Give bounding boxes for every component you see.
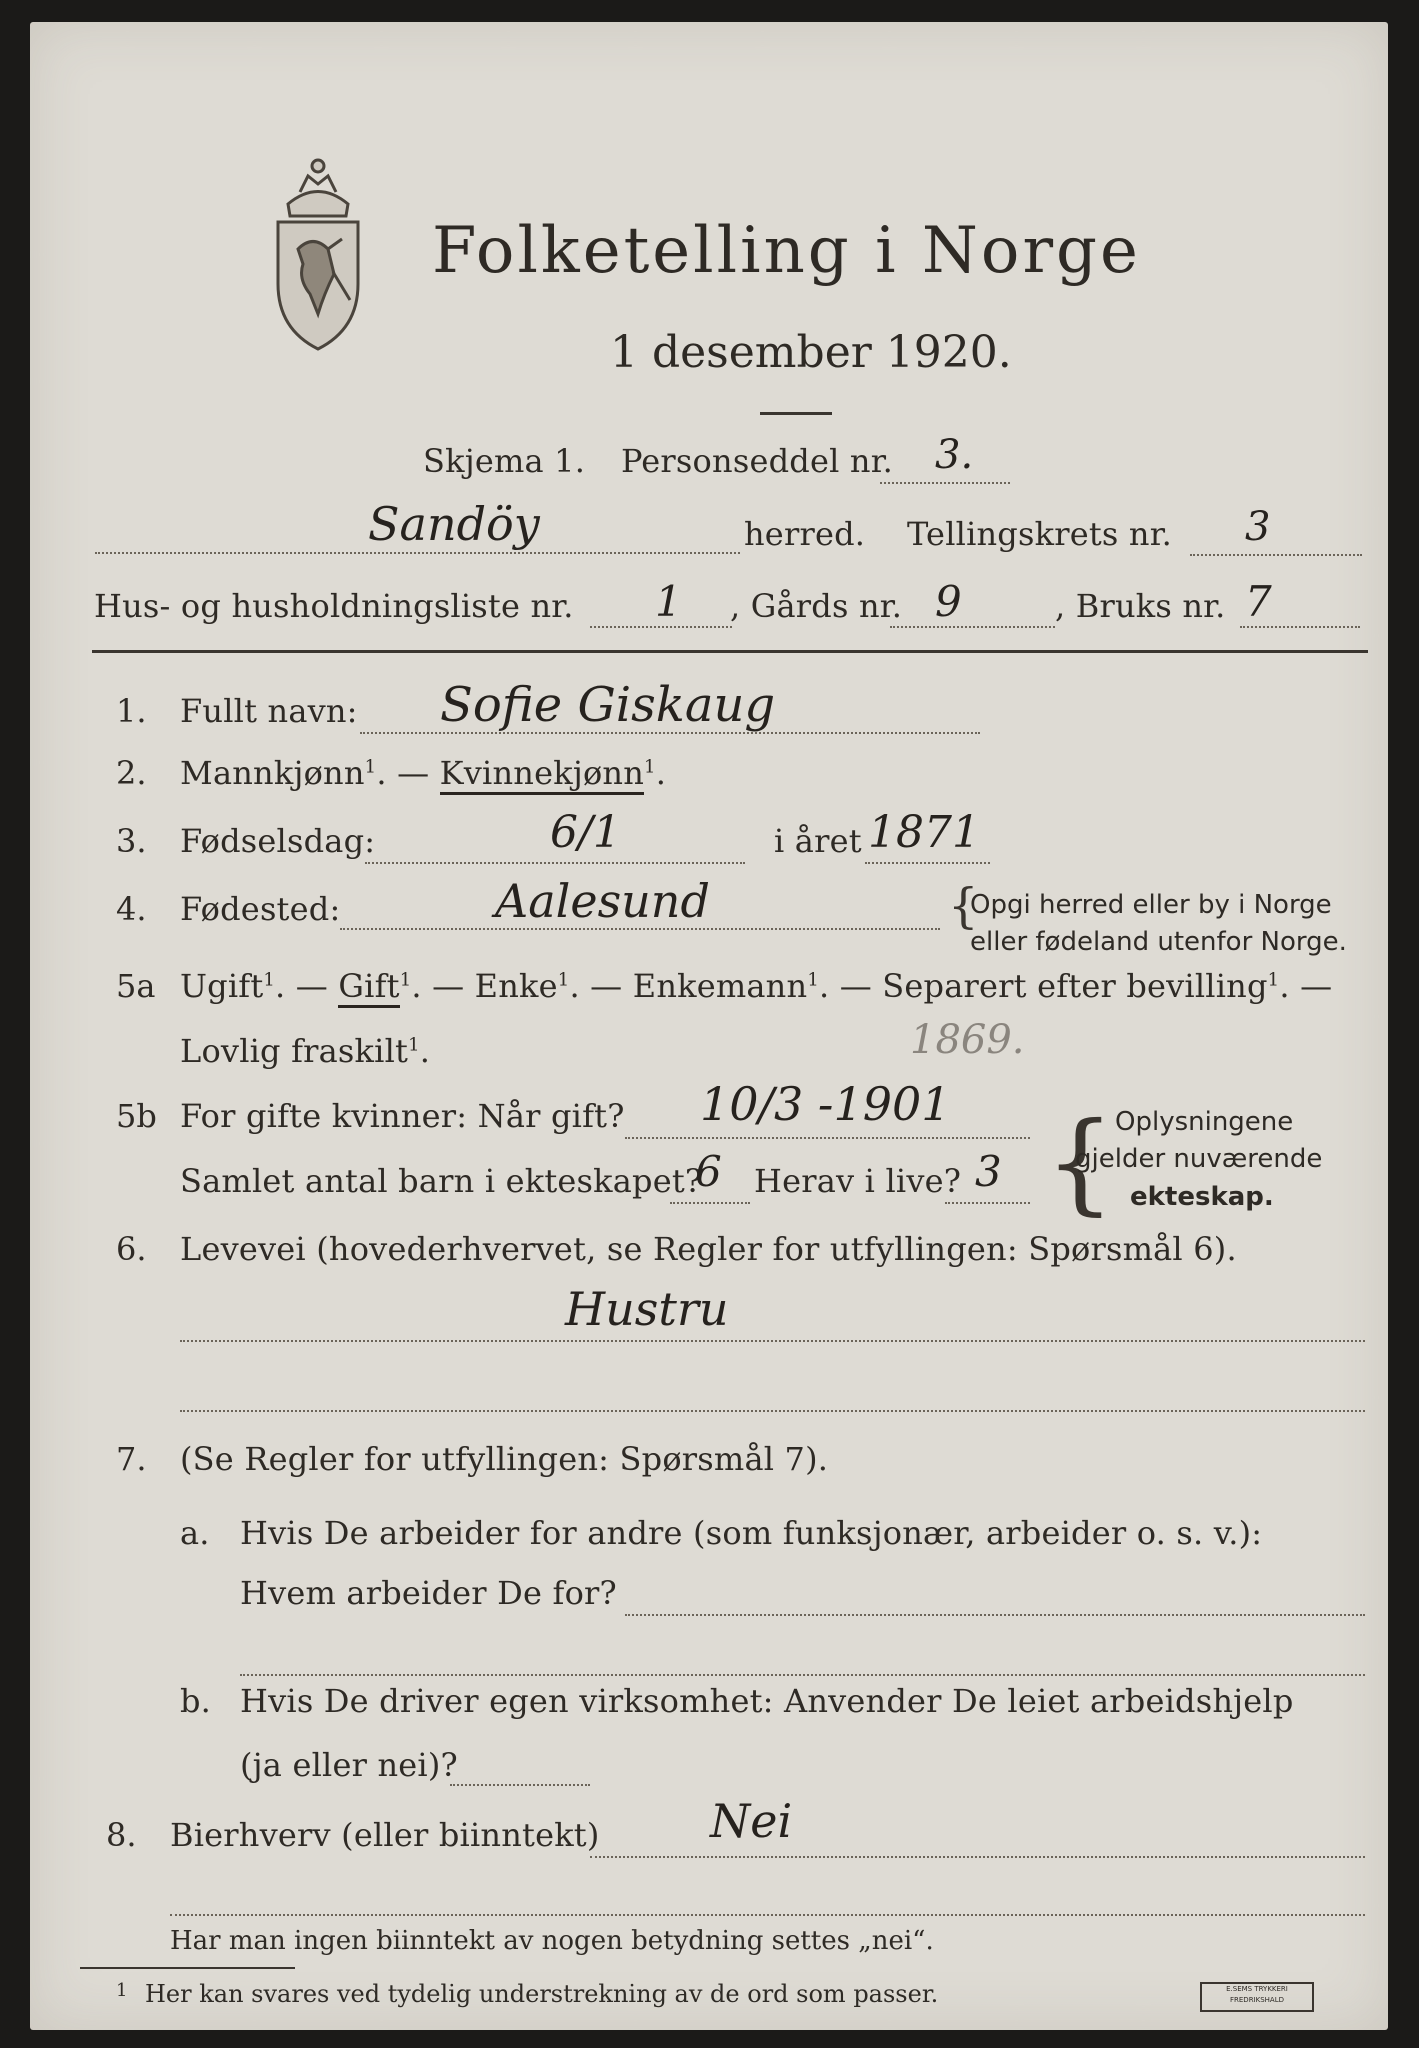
q7a-field-line2[interactable] bbox=[240, 1674, 1365, 1676]
q5b-note-line2: gjelder nuværende bbox=[1075, 1144, 1323, 1174]
form-title: Folketelling i Norge bbox=[432, 214, 1141, 288]
personseddel-field[interactable] bbox=[880, 482, 1010, 484]
footer-note: Har man ingen biinntekt av nogen betydning settes „nei“. bbox=[170, 1926, 934, 1956]
q7a-number: a. bbox=[180, 1514, 210, 1552]
q5b-date-field[interactable] bbox=[625, 1137, 1030, 1139]
personseddel-label: Personseddel nr. bbox=[621, 442, 894, 480]
herred-value: Sandöy bbox=[368, 497, 540, 551]
q7-label: (Se Regler for utfyllingen: Spørsmål 7). bbox=[180, 1440, 829, 1478]
q8-field-line1[interactable] bbox=[590, 1856, 1365, 1858]
title-divider bbox=[760, 412, 832, 415]
q2-kvinne-selected[interactable]: Kvinnekjønn bbox=[440, 754, 644, 795]
herred-label: herred. bbox=[744, 515, 866, 553]
q7a-label: Hvis De arbeider for andre (som funksjonær, arbeider o. s. v.): bbox=[240, 1514, 1263, 1552]
tellingskrets-value: 3 bbox=[1245, 504, 1271, 550]
skjema-label: Skjema 1. bbox=[423, 442, 586, 480]
q7b-label: Hvis De driver egen virksomhet: Anvender De leiet arbeidshjelp bbox=[240, 1682, 1294, 1720]
q2-number: 2. bbox=[116, 754, 147, 792]
q4-note-line1: Opgi herred eller by i Norge bbox=[970, 890, 1332, 920]
q5a-margin-note: 1869. bbox=[910, 1017, 1025, 1063]
q6-field-line1[interactable] bbox=[180, 1340, 1365, 1342]
q7a-field-line1[interactable] bbox=[625, 1614, 1365, 1616]
q5b-barn-field[interactable] bbox=[670, 1202, 750, 1204]
q5a-lovlig-row: Lovlig fraskilt$^1$. bbox=[180, 1032, 431, 1070]
tellingskrets-field[interactable] bbox=[1190, 554, 1362, 556]
q5a-gift-selected[interactable]: Gift bbox=[338, 967, 399, 1008]
q4-number: 4. bbox=[116, 890, 147, 928]
q7b-label2: (ja eller nei)? bbox=[240, 1746, 458, 1784]
q5b-barn-label: Samlet antal barn i ekteskapet? bbox=[180, 1162, 703, 1200]
q4-value: Aalesund bbox=[495, 874, 710, 928]
q8-value: Nei bbox=[710, 1794, 793, 1848]
q5b-label: For gifte kvinner: Når gift? bbox=[180, 1097, 625, 1135]
q7-number: 7. bbox=[116, 1440, 147, 1478]
q3-number: 3. bbox=[116, 822, 147, 860]
gards-value: 9 bbox=[935, 577, 962, 626]
q7b-field[interactable] bbox=[450, 1784, 590, 1786]
hus-value: 1 bbox=[655, 577, 682, 626]
footnote-divider bbox=[80, 1967, 295, 1969]
q3-label: Fødselsdag: bbox=[180, 822, 376, 860]
q7a-label2: Hvem arbeider De for? bbox=[240, 1574, 617, 1612]
hus-field[interactable] bbox=[590, 626, 732, 628]
q2-mann[interactable]: Mannkjønn bbox=[180, 754, 365, 792]
q6-label: Levevei (hovederhvervet, se Regler for utfyllingen: Spørsmål 6). bbox=[180, 1230, 1237, 1268]
q5b-date-value: 10/3 -1901 bbox=[700, 1077, 951, 1131]
q5b-note-line1: Oplysningene bbox=[1115, 1107, 1294, 1137]
q1-number: 1. bbox=[116, 692, 147, 730]
q5a-options: Ugift$^1$. — Gift$^1$. — Enke$^1$. — Enkemann$^1$. — Separert efter bevilling$^1$. — bbox=[180, 967, 1332, 1005]
q4-label: Fødested: bbox=[180, 890, 341, 928]
q7b-number: b. bbox=[180, 1682, 212, 1720]
q3-day-field[interactable] bbox=[365, 862, 745, 864]
q3-year-field[interactable] bbox=[865, 862, 990, 864]
q5a-ugift[interactable]: Ugift bbox=[180, 967, 264, 1005]
q4-field[interactable] bbox=[340, 928, 940, 930]
bruks-value: 7 bbox=[1245, 577, 1272, 626]
hus-label: Hus- og husholdningsliste nr. bbox=[94, 587, 574, 625]
q4-note-brace: { bbox=[948, 878, 979, 934]
form-date: 1 desember 1920. bbox=[610, 327, 1012, 378]
q1-label: Fullt navn: bbox=[180, 692, 358, 730]
q5a-enkemann[interactable]: Enkemann bbox=[632, 967, 808, 1005]
bruks-field[interactable] bbox=[1240, 626, 1360, 628]
norway-coat-of-arms-icon bbox=[258, 154, 378, 354]
personseddel-value: 3. bbox=[935, 432, 974, 478]
q5a-lovlig[interactable]: Lovlig fraskilt bbox=[180, 1032, 409, 1070]
q6-value: Hustru bbox=[565, 1282, 729, 1336]
footnote-mark: 1 bbox=[116, 1980, 128, 2001]
q8-number: 8. bbox=[106, 1816, 137, 1854]
q5b-live-field[interactable] bbox=[945, 1202, 1030, 1204]
q8-field-line2[interactable] bbox=[170, 1914, 1365, 1916]
q1-value: Sofie Giskaug bbox=[440, 677, 776, 733]
census-form-page bbox=[30, 22, 1388, 2030]
printer-stamp: E.SEMS TRYKKERI FREDRIKSHALD bbox=[1200, 1982, 1314, 2012]
bruks-label: , Bruks nr. bbox=[1055, 587, 1226, 625]
q5b-note-line3: ekteskap. bbox=[1130, 1182, 1274, 1212]
gards-field[interactable] bbox=[890, 626, 1055, 628]
q3-year-label: i året bbox=[774, 822, 862, 860]
herred-field[interactable] bbox=[95, 552, 740, 554]
q8-label: Bierhverv (eller biinntekt) bbox=[170, 1816, 600, 1854]
q5a-separert[interactable]: Separert efter bevilling bbox=[882, 967, 1268, 1005]
q5b-live-label: Herav i live? bbox=[754, 1162, 962, 1200]
q5a-enke[interactable]: Enke bbox=[474, 967, 558, 1005]
q5a-number: 5a bbox=[116, 967, 156, 1005]
q6-number: 6. bbox=[116, 1230, 147, 1268]
footnote-text: Her kan svares ved tydelig understrekning av de ord som passer. bbox=[145, 1980, 939, 2008]
tellingskrets-label: Tellingskrets nr. bbox=[907, 515, 1173, 553]
q5b-note-brace: { bbox=[1045, 1098, 1115, 1226]
q2-options: Mannkjønn$^1$. — Kvinnekjønn$^1$. bbox=[180, 754, 666, 792]
gards-label: , Gårds nr. bbox=[730, 587, 903, 625]
q6-field-line2[interactable] bbox=[180, 1410, 1365, 1412]
q3-year-value: 1871 bbox=[868, 807, 980, 858]
q3-day-value: 6/1 bbox=[550, 807, 621, 858]
q5b-number: 5b bbox=[116, 1097, 157, 1135]
section-divider bbox=[92, 650, 1368, 653]
q5b-live-value: 3 bbox=[975, 1147, 1002, 1196]
q5b-barn-value: 6 bbox=[695, 1147, 722, 1196]
q4-note-line2: eller fødeland utenfor Norge. bbox=[970, 927, 1347, 957]
